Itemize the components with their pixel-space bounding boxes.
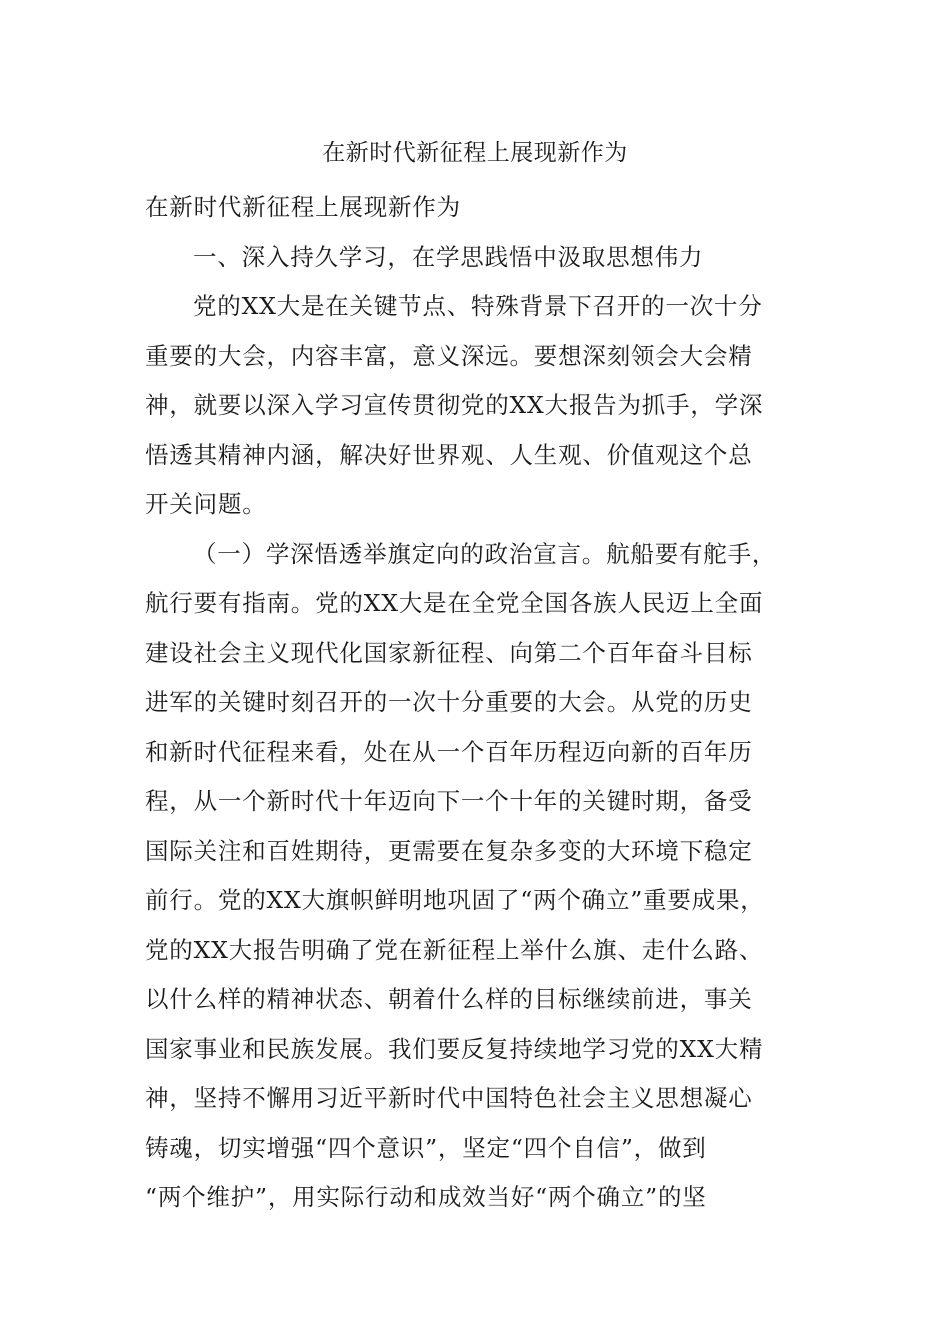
paragraph-line: 以什么样的精神状态、朝着什么样的目标继续前进，事关	[145, 985, 753, 1013]
paragraph-line: 程，从一个新时代十年迈向下一个十年的关键时期，备受	[145, 787, 753, 815]
subsection-heading-line: （一）学深悟透举旗定向的政治宣言。航船要有舵手，	[193, 539, 777, 568]
paragraph-line: 神，坚持不懈用习近平新时代中国特色社会主义思想凝心	[145, 1084, 753, 1112]
document-title: 在新时代新征程上展现新作为	[322, 140, 628, 166]
paragraph-line: 铸魂，切实增强“四个意识”，坚定“四个自信”，做到	[145, 1133, 707, 1162]
paragraph-line: 进军的关键时刻召开的一次十分重要的大会。从党的历史	[145, 688, 753, 716]
paragraph-line: 建设社会主义现代化国家新征程、向第二个百年奋斗目标	[145, 638, 753, 667]
paragraph-line: 和新时代征程来看，处在从一个百年历程迈向新的百年历	[145, 737, 753, 766]
paragraph-line: 国际关注和百姓期待，更需要在复杂多变的大环境下稳定	[145, 836, 753, 865]
subtitle-line: 在新时代新征程上展现新作为	[145, 193, 461, 221]
paragraph-line: 国家事业和民族发展。我们要反复持续地学习党的XX大精	[145, 1034, 764, 1063]
paragraph-line: “两个维护”，用实际行动和成效当好“两个确立”的坚	[145, 1183, 707, 1211]
paragraph-line: 航行要有指南。党的XX大是在全党全国各族人民迈上全面	[145, 589, 764, 617]
paragraph-line: 党的XX大是在关键节点、特殊背景下召开的一次十分	[193, 292, 763, 320]
paragraph-line: 党的XX大报告明确了党在新征程上举什么旗、走什么路、	[145, 935, 764, 964]
paragraph-line: 神，就要以深入学习宣传贯彻党的XX大报告为抓手，学深	[145, 391, 764, 419]
document-body	[145, 183, 835, 1223]
paragraph-line: 悟透其精神内涵，解决好世界观、人生观、价值观这个总	[145, 440, 753, 469]
section-heading: 一、深入持久学习，在学思践悟中汲取思想伟力	[193, 242, 704, 271]
paragraph-line: 前行。党的XX大旗帜鲜明地巩固了“两个确立”重要成果，	[145, 886, 765, 914]
paragraph-line: 重要的大会，内容丰富，意义深远。要想深刻领会大会精	[145, 341, 753, 370]
paragraph-line: 开关问题。	[145, 490, 267, 518]
